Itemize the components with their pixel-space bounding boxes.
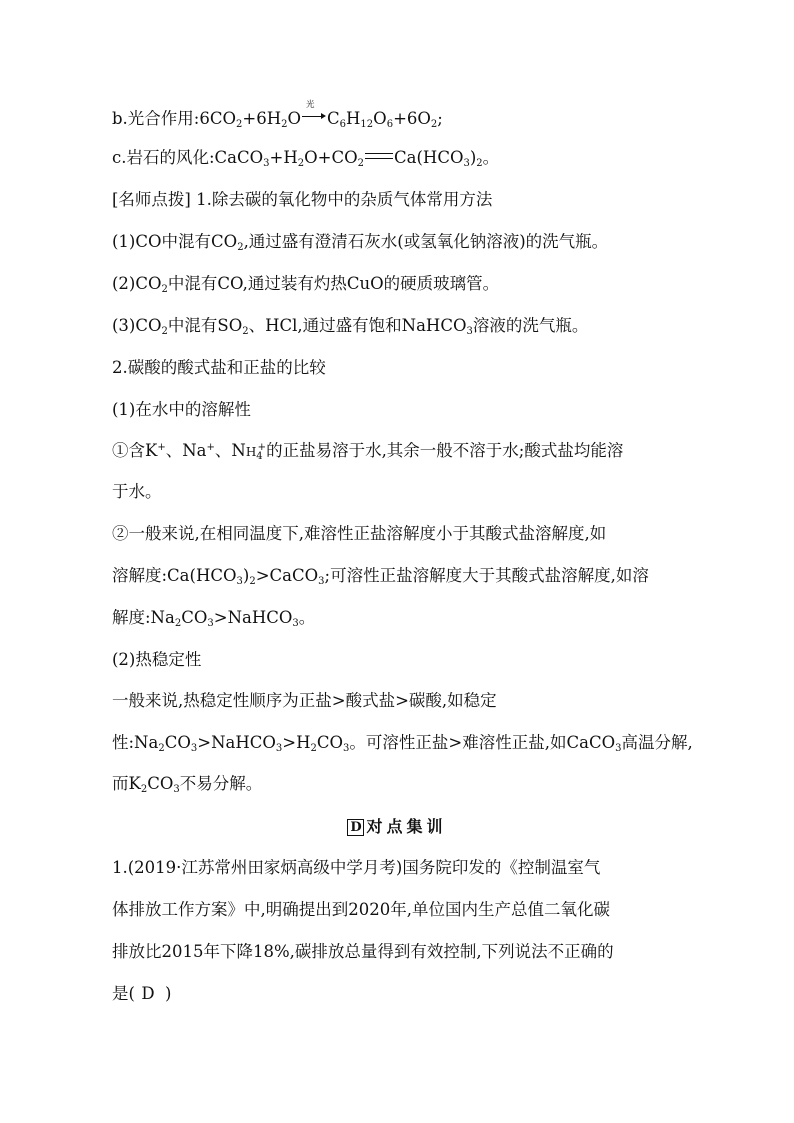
text: >CaCO — [255, 566, 319, 585]
paragraph-line — [112, 732, 692, 754]
text: O — [373, 109, 387, 128]
subscript: 3 — [263, 158, 270, 169]
text: 而K — [112, 774, 141, 793]
text: +H — [269, 148, 298, 167]
section-title: 对点集训 — [366, 817, 447, 836]
subscript: 3 — [236, 576, 243, 587]
paragraph-line — [112, 440, 692, 463]
subscript: 2 — [310, 743, 317, 754]
text: H — [346, 109, 361, 128]
subscript: 2 — [140, 784, 148, 795]
question-line: 体排放工作方案》中,明确提出到2020年,单位国内生产总值二氧化碳 — [112, 900, 610, 919]
paragraph-line — [112, 315, 692, 337]
text: O — [287, 109, 302, 128]
text: (2)CO — [112, 274, 162, 293]
answer: D — [141, 984, 155, 1003]
text: 高温分解, — [621, 733, 693, 752]
text: ) — [242, 566, 250, 585]
text: 中混有SO — [167, 316, 243, 335]
photosynthesis-equation — [112, 100, 692, 130]
subscript: 2 — [161, 284, 168, 295]
paragraph-line — [112, 607, 692, 629]
question-line: 1.(2019·江苏常州田家炳高级中学月考)国务院印发的《控制温室气 — [112, 858, 601, 877]
equals-sign-icon — [365, 153, 393, 159]
section-badge-icon: D — [347, 819, 364, 836]
reaction-condition: 光 — [306, 100, 315, 110]
question-line: 排放比2015年下降18%,碳排放总量得到有效控制,下列说法不正确的 — [112, 942, 614, 961]
text: c.岩石的风化:CaCO — [112, 148, 264, 167]
subscript: 3 — [275, 743, 283, 754]
subsection-heading: (2)热稳定性 — [112, 650, 202, 669]
subscript: 6 — [339, 119, 347, 130]
text: 不易分解。 — [179, 774, 263, 793]
text: 中混有CO,通过装有灼热CuO的硬质玻璃管。 — [167, 274, 500, 293]
subscript: 2 — [242, 326, 249, 337]
text: (1)CO中混有CO — [112, 232, 238, 251]
text: ;可溶性正盐溶解度大于其酸式盐溶解度,如溶 — [324, 566, 649, 585]
paragraph-line: ②一般来说,在相同温度下,难溶性正盐溶解度小于其酸式盐溶解度,如 — [112, 524, 607, 543]
text: 是( — [112, 984, 135, 1003]
subscript: 2 — [174, 618, 182, 629]
paragraph-line — [112, 273, 692, 295]
superscript: + — [206, 442, 215, 453]
text: +6H — [242, 109, 282, 128]
subscript: 2 — [237, 242, 244, 253]
text: >NaHCO — [213, 608, 293, 627]
text: 解度:Na — [112, 608, 175, 627]
subscript: 3 — [466, 326, 473, 337]
subscript: 2 — [249, 576, 256, 587]
text: O+CO — [304, 148, 358, 167]
subscript: 3 — [343, 743, 350, 754]
subscript: 3 — [463, 158, 470, 169]
subscript: 2 — [430, 119, 438, 130]
subscript: 3 — [173, 784, 180, 795]
subscript: 2 — [236, 119, 243, 130]
text: 、HCl,通过盛有饱和NaHCO — [248, 316, 467, 335]
subscript: 2 — [281, 119, 288, 130]
subsection-heading: (1)在水中的溶解性 — [112, 400, 251, 419]
text: 溶液的洗气瓶。 — [472, 316, 589, 335]
question-line — [112, 983, 692, 1005]
subscript: 3 — [207, 618, 214, 629]
paragraph-line: 一般来说,热稳定性顺序为正盐>酸式盐>碳酸,如稳定 — [112, 691, 497, 710]
text: C — [327, 109, 340, 128]
text: 的正盐易溶于水,其余一般不溶于水;酸式盐均能溶 — [266, 441, 624, 460]
text: ) — [164, 984, 172, 1003]
subscript: 3 — [615, 743, 622, 754]
text: ; — [437, 109, 443, 128]
superscript: + — [257, 442, 267, 453]
text: b.光合作用:6CO — [112, 109, 237, 128]
subscript: 2 — [158, 743, 165, 754]
subscript: 3 — [190, 743, 198, 754]
subscript: 2 — [297, 158, 305, 169]
subscript: 2 — [161, 326, 168, 337]
subscript: 3 — [318, 576, 325, 587]
text: CO — [316, 733, 344, 752]
text: CO — [147, 774, 174, 793]
text: ①含K — [112, 441, 158, 460]
text: ,通过盛有澄清石灰水(或氢氧化钠溶液)的洗气瓶。 — [243, 232, 609, 251]
reaction-arrow-icon — [302, 100, 326, 121]
text: 、N — [214, 441, 246, 460]
superscript: + — [157, 442, 166, 453]
text: 。 — [482, 148, 500, 167]
paragraph-line: 于水。 — [112, 482, 162, 501]
section-heading: 2.碳酸的酸式盐和正盐的比较 — [112, 358, 326, 377]
subscript: 12 — [360, 119, 374, 130]
subscript: 2 — [357, 158, 365, 169]
text: 性:Na — [112, 733, 159, 752]
weathering-equation — [112, 147, 692, 169]
paragraph-line — [112, 231, 692, 253]
text: +6O — [393, 109, 431, 128]
exercise-section-heading — [0, 816, 794, 838]
paragraph-line — [112, 565, 692, 587]
text: CO — [164, 733, 191, 752]
text: (3)CO — [112, 316, 162, 335]
text: ) — [469, 148, 477, 167]
text: H — [245, 445, 257, 459]
subscript: 6 — [386, 119, 394, 130]
text: Ca(HCO — [394, 148, 464, 167]
text: >NaHCO — [197, 733, 276, 752]
text: CO — [181, 608, 208, 627]
subscript: 3 — [292, 618, 299, 629]
teacher-tip-heading: [名师点拨] 1.除去碳的氧化物中的杂质气体常用方法 — [112, 190, 493, 209]
text: 、Na — [165, 441, 207, 460]
subscript: 4 — [256, 451, 263, 462]
text: 。可溶性正盐>难溶性正盐,如CaCO — [349, 733, 616, 752]
subscript: 2 — [476, 158, 483, 169]
text: 溶解度:Ca(HCO — [112, 566, 237, 585]
paragraph-line — [112, 773, 692, 795]
text: >H — [282, 733, 311, 752]
text: 。 — [298, 608, 316, 627]
